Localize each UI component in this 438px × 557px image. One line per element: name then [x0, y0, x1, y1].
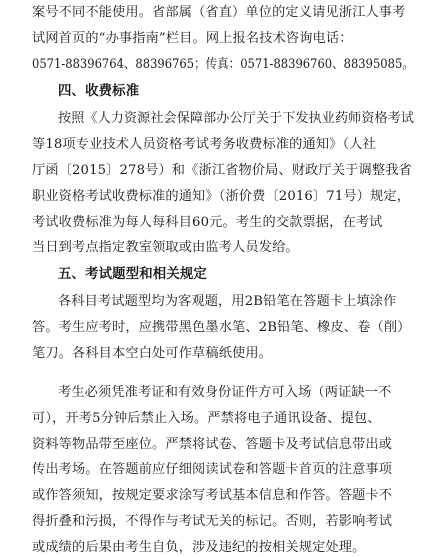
text-line: 或作答须知，按规定要求涂写考试基本信息和作答。答题卡不 [32, 488, 393, 504]
text-line: 按照《人力资源社会保障部办公厅关于下发执业药师资格考试 [58, 111, 415, 127]
text-line: 当日到考点指定教室领取或由监考人员发给。 [32, 240, 299, 256]
text-line: 厅函〔2015〕278号）和《浙江省物价局、财政厅关于调整我省 [32, 162, 412, 178]
text-line: 可），开考5分钟后禁止入场。严禁将电子通讯设备、提包、 [32, 410, 381, 426]
text-line: 案号不同不能使用。省部属（省直）单位的定义请见浙江人事考 [32, 5, 406, 20]
contact-phone-fax-line: 0571-88396764、88396765；传真：0571-88396760、88395085。 [32, 56, 414, 72]
text-line: 答。考生应考时，应携带黑色墨水笔、2B铅笔、橡皮、卷（削） [32, 319, 411, 335]
section-heading-exam-rules: 五、考试题型和相关规定 [58, 267, 207, 283]
text-line: 或成绩的后果由考生自负，涉及违纪的按相关规定处理。 [32, 540, 366, 555]
section-heading-fees: 四、收费标准 [58, 84, 140, 100]
text-line: 职业资格考试收费标准的通知》（浙价费〔2016〕71号）规定， [32, 188, 411, 204]
text-line: 考试收费标准为每人每科目60元。考生的交款票据，在考试 [32, 214, 383, 230]
text-line: 试网首页的“办事指南”栏目。网上报名技术咨询电话： [32, 30, 353, 46]
text-line: 考生必须凭准考证和有效身份证件方可入场（两证缺一不 [58, 384, 392, 400]
text-line: 传出考场。在答题前应仔细阅读试卷和答题卡首页的注意事项 [32, 462, 393, 478]
text-line: 笔刀。各科目本空白处可作草稿纸使用。 [32, 345, 273, 361]
text-line: 资料等物品带至座位。严禁将试卷、答题卡及考试信息带出或 [32, 436, 393, 452]
text-line: 等18项专业技术人员资格考试考务收费标准的通知》（人社 [32, 137, 376, 153]
text-line: 得折叠和污损，不得作与考试无关的标记。否则，若影响考试 [32, 514, 393, 530]
text-line: 各科目考试题型均为客观题，用2B铅笔在答题卡上填涂作 [58, 294, 397, 310]
